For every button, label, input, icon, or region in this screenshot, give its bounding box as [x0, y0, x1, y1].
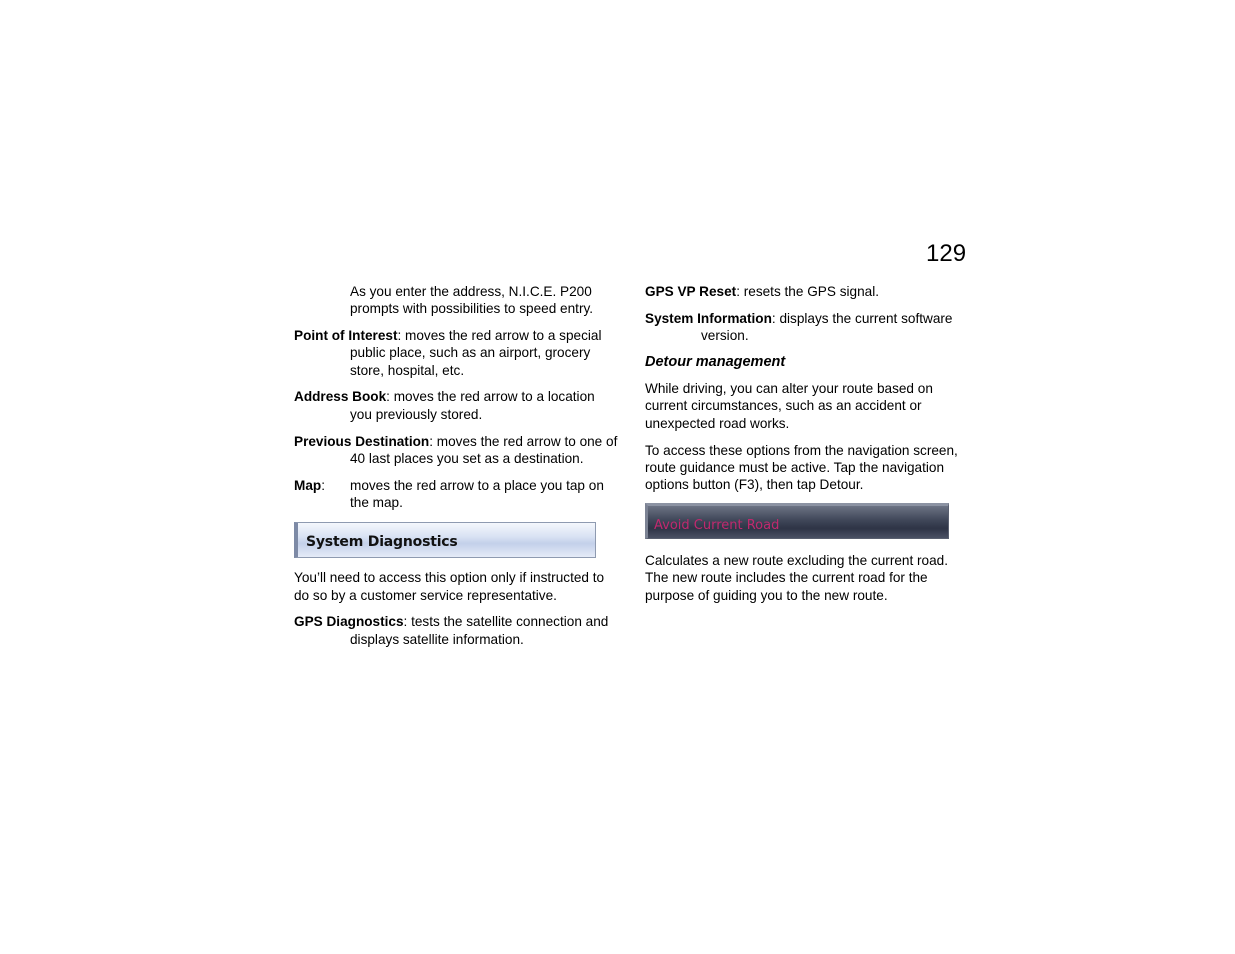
avoid-current-road-desc: Calculates a new route excluding the current road. The new route includes the current road for the purpose of guiding you to the new route.	[645, 552, 949, 603]
previous-destination-term: Previous Destination	[294, 433, 430, 449]
previous-destination-desc: : moves the red arrow to one of 40 last places you set as a destination.	[350, 433, 618, 466]
gps-vp-reset-desc: : resets the GPS signal.	[736, 284, 879, 299]
map-desc: moves the red arrow to a place you tap on the map.	[350, 477, 604, 510]
poi-term: Point of Interest	[294, 328, 398, 344]
gps-vp-reset-definition	[645, 283, 970, 300]
map-definition	[294, 477, 619, 512]
gps-diagnostics-term: GPS Diagnostics	[294, 614, 404, 630]
previous-destination-definition	[294, 433, 619, 468]
map-term-cell	[294, 477, 350, 512]
detour-paragraph-1: While driving, you can alter your route based on current circumstances, such as an accident or unexpected road works.	[645, 381, 933, 431]
address-book-desc: : moves the red arrow to a location you previously stored.	[350, 389, 595, 422]
avoid-current-road-label: Avoid Current Road	[654, 517, 780, 533]
avoid-current-road-button	[645, 503, 949, 539]
page-number: 129	[926, 240, 967, 267]
system-diagnostics-label: System Diagnostics	[306, 534, 458, 551]
system-information-desc: : displays the current software version.	[701, 310, 953, 344]
poi-desc: : moves the red arrow to a special public place, such as an airport, grocery store, hospital, etc.	[350, 328, 602, 378]
system-information-definition	[645, 310, 970, 345]
map-term: Map	[294, 477, 322, 493]
right-column	[645, 283, 970, 613]
diagnostics-intro: You’ll need to access this option only if instructed to do so by a customer service representative.	[294, 570, 605, 603]
address-book-term: Address Book	[294, 389, 387, 405]
gps-vp-reset-term: GPS VP Reset	[645, 284, 737, 299]
gps-diagnostics-definition	[294, 613, 619, 648]
map-colon: :	[321, 477, 325, 493]
address-intro: As you enter the address, N.I.C.E. P200 prompts with possibilities to speed entry.	[350, 284, 594, 317]
detour-heading: Detour management	[645, 353, 786, 370]
gps-diagnostics-desc: : tests the satellite connection and displays satellite information.	[350, 614, 609, 647]
system-diagnostics-bar	[294, 522, 596, 558]
system-information-term: System Information	[645, 310, 772, 326]
poi-definition	[294, 327, 619, 379]
left-column	[294, 283, 619, 657]
detour-paragraph-2: To access these options from the navigation screen, route guidance must be active. Tap the navigation options button (F3), then tap Detour.	[645, 442, 958, 493]
address-book-definition	[294, 388, 619, 423]
